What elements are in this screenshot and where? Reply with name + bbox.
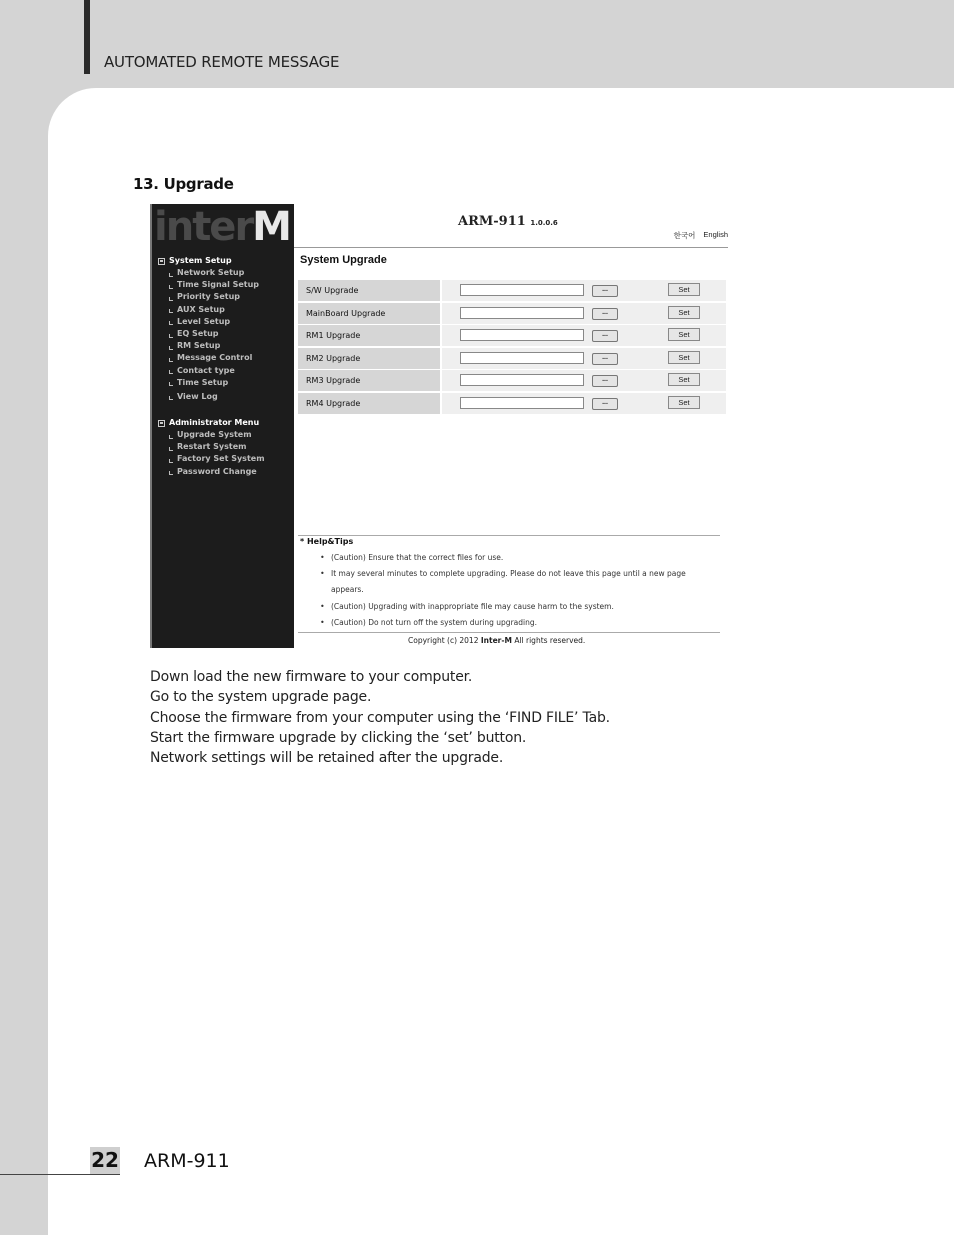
sidebar-item-network-setup[interactable] [158,267,259,279]
bullet-icon [169,321,173,325]
menu-system-setup [158,255,259,403]
app-title-text: ARM-911 [458,214,526,229]
section-title: 13. Upgrade [133,175,234,193]
footer-divider [298,632,720,633]
sidebar-item-priority-setup[interactable] [158,291,259,303]
sidebar-item-label: AUX Setup [177,304,225,314]
sidebar-item-label: Priority Setup [177,292,240,302]
sidebar-item-password-change[interactable] [158,466,265,478]
bullet-icon [169,370,173,374]
sidebar-item-eq-setup[interactable] [158,328,259,340]
row-controls [442,303,726,324]
page-title: System Upgrade [300,254,387,266]
sidebar-item-view-log[interactable] [158,391,259,403]
sidebar-item-label: EQ Setup [177,328,219,338]
sidebar-item-aux-setup[interactable] [158,304,259,316]
list-item: • It may several minutes to complete upgrading. Please do not leave this page until a new page appears. [320,566,720,598]
sidebar-item-contact-type[interactable] [158,365,259,377]
row-controls [442,393,726,414]
bullet-icon [169,273,173,277]
row-label: S/W Upgrade [298,280,440,301]
copyright [408,636,585,645]
sidebar-item-label: Factory Set System [177,454,265,464]
bullet-icon [169,382,173,386]
table-row [298,280,726,303]
file-path-input[interactable] [460,374,584,386]
sidebar-item-factory-set-system[interactable] [158,453,265,465]
help-tips-list [320,550,720,631]
sidebar-item-label: Upgrade System [177,430,252,439]
bullet-icon [169,285,173,289]
sidebar-item-label: Time Signal Setup [177,280,260,290]
row-controls [442,280,726,301]
header-divider [294,247,728,248]
bullet-icon [169,334,173,338]
copyright-brand: Inter-M [480,636,512,645]
flag-icon [158,258,165,265]
sidebar-item-restart-system[interactable] [158,441,265,453]
header-rule [84,0,90,74]
logo-text-right: M [252,206,290,248]
table-row [298,393,726,416]
row-controls [442,325,726,346]
set-button[interactable]: Set [668,283,700,296]
table-row [298,303,726,326]
sidebar-item-message-control[interactable] [158,352,259,364]
set-button[interactable]: Set [668,351,700,364]
file-path-input[interactable] [460,397,584,409]
footer-model: ARM-911 [144,1150,230,1172]
menu-administrator [158,417,265,478]
list-item: • (Caution) Do not turn off the system during upgrading. [320,615,720,631]
sidebar-item-label: View Log [177,391,218,401]
bullet-icon [169,346,173,350]
set-button[interactable]: Set [668,396,700,409]
file-path-input[interactable] [460,352,584,364]
header-title: AUTOMATED REMOTE MESSAGE [104,53,340,71]
sidebar-item-label: Message Control [177,353,253,363]
intern-logo [154,206,292,248]
sidebar-item-upgrade-system[interactable] [158,429,265,441]
menu-heading-label: System Setup [169,256,232,265]
sidebar-item-label: Password Change [177,466,257,476]
file-path-input[interactable] [460,307,584,319]
page-number: 22 [91,1148,119,1172]
row-label: RM3 Upgrade [298,370,440,391]
list-item: • (Caution) Ensure that the correct files for use. [320,550,720,566]
sidebar-item-label: Contact type [177,365,235,375]
bullet-icon [169,358,173,362]
row-controls [442,370,726,391]
table-row [298,370,726,393]
upgrade-screenshot [150,204,730,648]
instruction-line: Down load the new firmware to your computer. [150,669,473,685]
menu-heading-label: Administrator Menu [169,418,260,427]
table-row [298,325,726,348]
browse-button[interactable]: ... [592,353,618,365]
lang-korean-link[interactable]: 한국어 [673,231,696,240]
row-label: RM4 Upgrade [298,393,440,414]
file-path-input[interactable] [460,329,584,341]
sidebar-item-level-setup[interactable] [158,316,259,328]
logo-text-left: inter [154,206,253,248]
sidebar [150,204,294,648]
sidebar-item-label: RM Setup [177,341,221,351]
sidebar-item-time-setup[interactable] [158,377,259,389]
set-button[interactable]: Set [668,306,700,319]
instruction-line: Choose the firmware from your computer using the ‘FIND FILE’ Tab. [150,709,610,726]
copyright-prefix: Copyright (c) 2012 [408,636,481,645]
set-button[interactable]: Set [668,373,700,386]
instruction-line: Go to the system upgrade page. [150,689,372,706]
lang-english-link[interactable]: English [703,230,728,239]
copyright-suffix: All rights reserved. [511,636,586,645]
row-controls [442,348,726,369]
browse-button[interactable]: ... [592,398,618,410]
sidebar-item-label: Time Setup [177,377,229,387]
browse-button[interactable]: ... [592,375,618,387]
bullet-icon [169,309,173,313]
file-path-input[interactable] [460,284,584,296]
app-version: 1.0.0.6 [530,219,558,227]
bullet-icon [169,297,173,301]
row-label: RM2 Upgrade [298,348,440,369]
sidebar-item-label: Network Setup [177,268,245,277]
row-label: RM1 Upgrade [298,325,440,346]
sidebar-item-rm-setup[interactable] [158,340,259,352]
help-divider [298,535,720,536]
app-title [458,214,558,229]
bullet-icon [169,396,173,400]
browse-button[interactable]: ... [592,330,618,342]
bullet-icon [169,459,173,463]
browse-button[interactable]: ... [592,285,618,297]
sidebar-item-time-signal-setup[interactable] [158,279,259,291]
bullet-icon [169,471,173,475]
flag-icon [158,420,165,427]
list-item: • (Caution) Upgrading with inappropriate file may cause harm to the system. [320,599,720,615]
upgrade-table [298,280,726,416]
table-row [298,348,726,371]
sidebar-item-label: Restart System [177,442,247,452]
instruction-line: Network settings will be retained after the upgrade. [150,750,504,767]
instructions [150,667,610,768]
instruction-line: Start the firmware upgrade by clicking the ‘set’ button. [150,729,527,746]
language-switch [674,230,728,241]
browse-button[interactable]: ... [592,308,618,320]
bullet-icon [169,435,173,439]
menu-heading-system-setup[interactable] [158,255,259,267]
sidebar-item-label: Level Setup [177,316,231,326]
set-button[interactable]: Set [668,328,700,341]
bullet-icon [169,447,173,451]
menu-heading-administrator[interactable] [158,417,265,429]
row-label: MainBoard Upgrade [298,303,440,324]
help-title: * Help&Tips [300,537,354,546]
footer-rule [0,1174,120,1175]
